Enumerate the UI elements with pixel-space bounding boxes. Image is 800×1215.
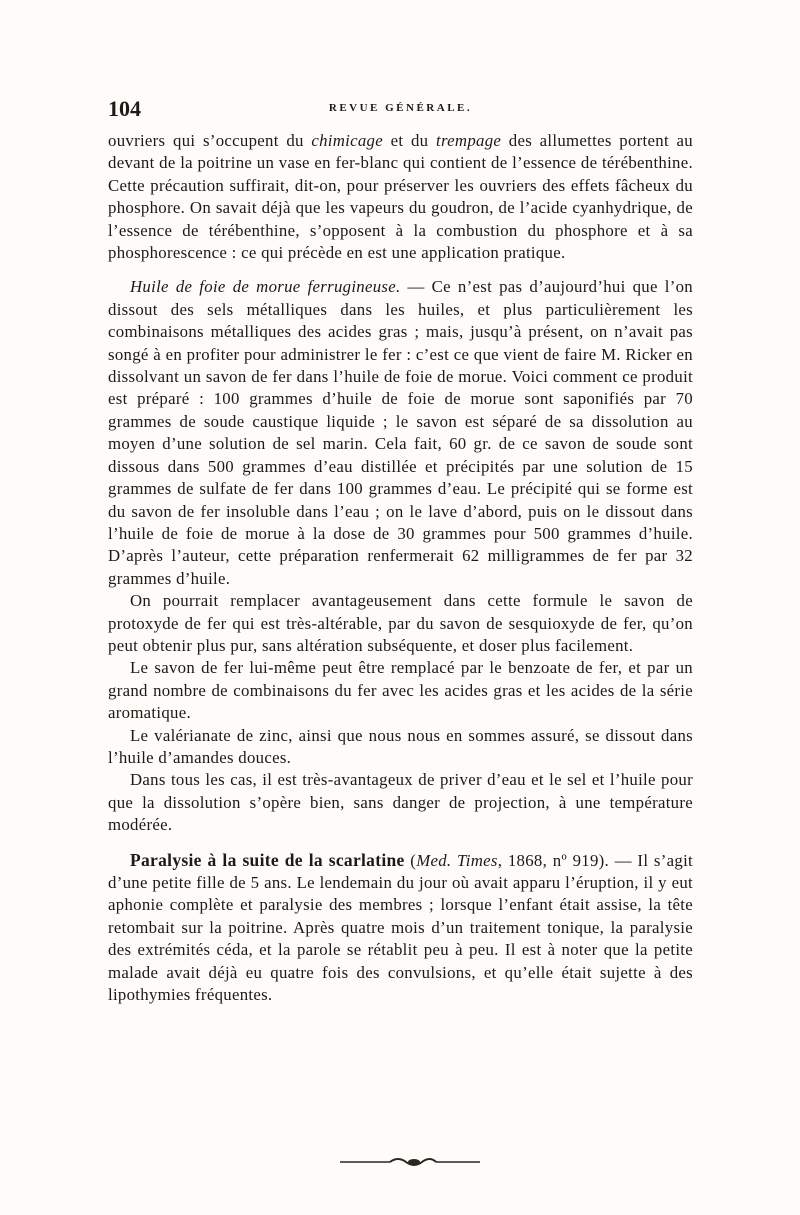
text-run: et du	[383, 131, 436, 150]
paragraph-dissolution: Dans tous les cas, il est très-avantageux de priver d’eau et le sel et l’huile pour que la dissolution s’opère bien, sans danger de projection, à une température modérée.	[108, 770, 693, 835]
text-run: (	[404, 850, 417, 870]
text-run: , 1868, nº 919). — Il s’agit d’une petite fille de 5 ans. Le lendemain du jour où avait apparu l’éruption, il y eut aphonie complète et paralysie des membres ; lorsque l’enfant était assise, la tête retombait sur la poitrine. Après quatre mois d’un traitement tonique, la paralysie des extrémités céda, et la parole se rétablit peu à peu. Il est à noter que la petite malade avait déjà eu quatre fois des convulsions, et qu’elle était sujette à des lipothymies fréquentes.	[108, 850, 694, 1005]
text-run: — Ce n’est pas d’aujourd’hui que l’on dissout des sels métalliques dans les huiles, et plus particulièrement les combinaisons métalliques des acides gras ; mais, jusqu’à présent, on n’avait pas songé à en profiter pour administrer le fer : c’est ce que vient de faire M. Ricker en dissolvant un savon de fer dans l’huile de foie de morue. Voici comment ce produit est préparé : 100 grammes d’huile de foie de morue sont saponifiés par 70 grammes de soude caustique liquide ; le savon est séparé de sa dissolution au moyen d’une solution de sel marin. Cela fait, 60 gr. de ce savon de soude sont dissous dans 500 grammes d’eau distillée et précipités par une solution de 15 grammes de sulfate de fer dans 100 grammes d’eau. Le précipité qui se forme est du savon de fer insoluble dans l’eau ; on le lave d’abord, puis on le dissout dans l’huile de foie de morue à la dose de 30 grammes pour 500 grammes d’huile. D’après l’auteur, cette préparation renfermerait 62 milligrammes de fer par 32 grammes d’huile.	[108, 277, 693, 588]
text-run: des allumettes portent au devant de la poitrine un vase en fer-blanc qui contient de l’essence de térébenthine. Cette précaution suffirait, dit-on, pour préserver les ouvriers des effets fâcheux du phosphore. On savait déjà que les vapeurs du goudron, de l’acide cyanhydrique, de l’essence de térébenthine, s’opposent à la combustion du phosphore et à sa phosphorescence : ce qui précède en est une application pratique.	[108, 131, 693, 263]
tailpiece-ornament-icon	[340, 1153, 480, 1169]
running-head: REVUE GÉNÉRALE.	[328, 102, 473, 114]
paragraph-valerianate: Le valérianate de zinc, ainsi que nous nous en sommes assuré, se dissout dans l’huile d’amandes douces.	[108, 725, 693, 767]
section-title-huile: Huile de foie de morue ferrugineuse.	[130, 277, 401, 297]
text-run: ouvriers qui s’occupent du	[108, 131, 312, 150]
section-title-paralysie: Paralysie à la suite de la scarlatine	[130, 849, 405, 870]
paragraph-protoxyde: On pourrait remplacer avantageusement dans cette formule le savon de protoxyde de fer qui est très-altérable, par du savon de sesquioxyde de fer, qu’on peut obtenir plus pur, sans altération subséquente, et doser plus facilement.	[108, 591, 693, 655]
page-number: 104	[108, 96, 141, 121]
source-journal: Med. Times	[416, 850, 498, 870]
page-header	[108, 96, 693, 120]
paragraph-paralysie	[108, 849, 693, 1007]
article-body	[108, 130, 693, 1006]
paragraph-benzoate: Le savon de fer lui-même peut être remplacé par le benzoate de fer, et par un grand nombre de combinaisons du fer avec les acides gras et les acides de la série aromatique.	[108, 658, 693, 723]
paragraph-phosphore	[108, 130, 693, 264]
term-trempage: trempage	[435, 131, 502, 150]
term-chimicage: chimicage	[311, 131, 383, 150]
paragraph-huile-de-foie	[108, 276, 693, 590]
